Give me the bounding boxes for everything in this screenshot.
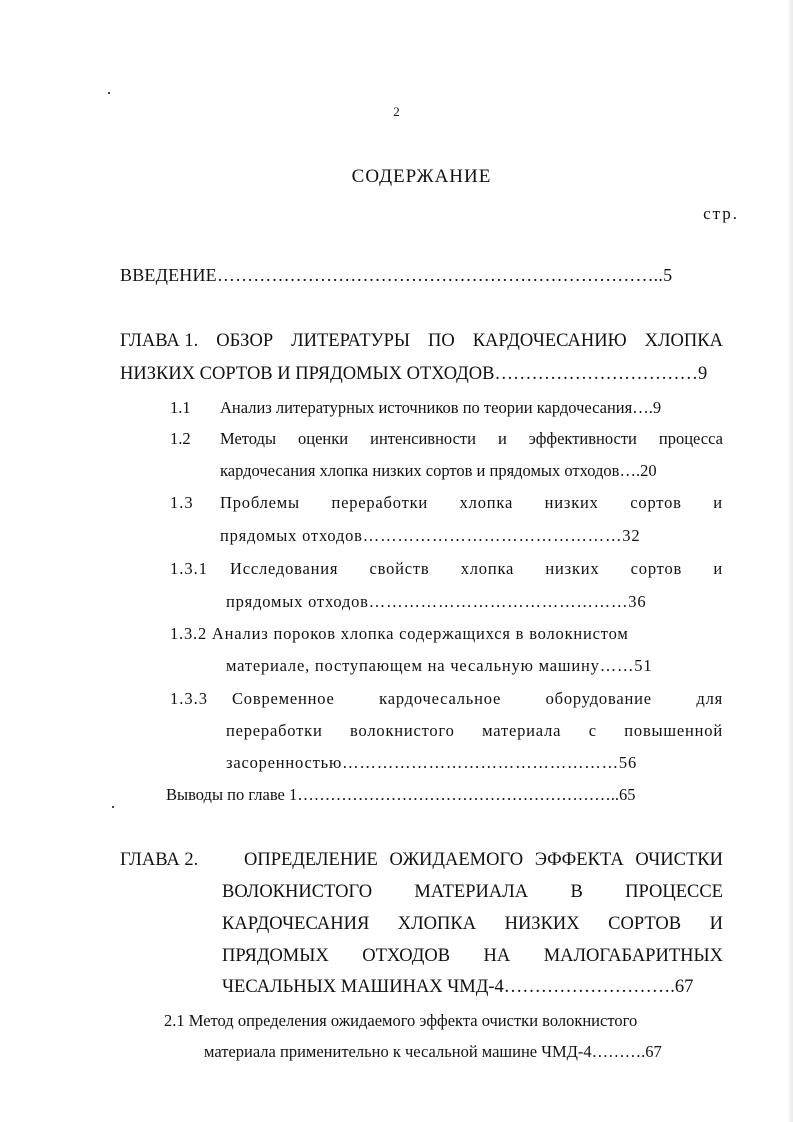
toc-section-1-2-line1[interactable]: Методы оценки интенсивности и эффективности процесса	[220, 429, 723, 448]
scan-speck	[112, 806, 114, 808]
toc-chapter2-heading-line5[interactable]: ЧЕСАЛЬНЫХ МАШИНАХ ЧМД-4……………………….67	[222, 977, 694, 997]
toc-section-number: 1.1	[170, 398, 191, 417]
toc-section-2-1-line2[interactable]: материала применительно к чесальной машине ЧМД-4……….67	[204, 1042, 662, 1061]
toc-section-number: 1.3.3	[170, 689, 208, 708]
page-column-label: стр.	[703, 204, 739, 223]
toc-chapter1-heading-line1[interactable]: ГЛАВА 1. ОБЗОР ЛИТЕРАТУРЫ ПО КАРДОЧЕСАНИЮ ХЛОПКА	[120, 331, 723, 351]
toc-section-1-3-line1[interactable]: Проблемы переработки хлопка низких сортов и	[220, 493, 723, 512]
toc-section-2-1-line1[interactable]: 2.1 Метод определения ожидаемого эффекта очистки волокнистого	[164, 1011, 638, 1030]
toc-chapter2-label: ГЛАВА 2.	[120, 850, 199, 870]
toc-section-1-3-line2[interactable]: прядомых отходов………………………………………32	[220, 526, 641, 545]
toc-section-1-3-2-line1[interactable]: 1.3.2 Анализ пороков хлопка содержащихся в волокнистом	[170, 624, 629, 643]
toc-chapter2-heading-line2[interactable]: ВОЛОКНИСТОГО МАТЕРИАЛА В ПРОЦЕССЕ	[222, 882, 723, 902]
toc-section-number: 1.3.1	[170, 559, 208, 578]
toc-entry-introduction[interactable]: ВВЕДЕНИЕ………………………………………………………………..5	[120, 265, 673, 285]
toc-section-number: 1.3	[170, 493, 194, 512]
toc-chapter2-heading-line3[interactable]: КАРДОЧЕСАНИЯ ХЛОПКА НИЗКИХ СОРТОВ И	[222, 914, 723, 934]
toc-chapter2-heading-line4[interactable]: ПРЯДОМЫХ ОТХОДОВ НА МАЛОГАБАРИТНЫХ	[222, 946, 723, 966]
toc-section-1-3-2-line2[interactable]: материале, поступающем на чесальную машину……51	[226, 656, 653, 675]
toc-section-1-3-3-line2[interactable]: переработки волокнистого материала с повышенной	[226, 721, 723, 740]
toc-chapter1-conclusions[interactable]: Выводы по главе 1…………………………………………………..65	[166, 785, 636, 804]
toc-chapter2-heading-line1[interactable]: ОПРЕДЕЛЕНИЕ ОЖИДАЕМОГО ЭФФЕКТА ОЧИСТКИ	[244, 850, 723, 870]
scan-speck	[108, 92, 110, 94]
toc-section-1-3-3-line1[interactable]: Современное кардочесальное оборудование для	[232, 689, 723, 708]
toc-section-number: 1.2	[170, 429, 191, 448]
toc-section-1-3-1-line1[interactable]: Исследования свойств хлопка низких сортов и	[230, 559, 723, 578]
toc-section-1-3-1-line2[interactable]: прядомых отходов………………………………………36	[226, 592, 647, 611]
toc-section-1-2-line2[interactable]: кардочесания хлопка низких сортов и прядомых отходов….20	[220, 461, 657, 480]
toc-section-1-1[interactable]: Анализ литературных источников по теории кардочесания….9	[220, 398, 662, 417]
toc-section-1-3-3-line3[interactable]: засоренностью…………………………………………56	[226, 753, 637, 772]
page-number: 2	[393, 104, 400, 119]
toc-chapter1-heading-line2[interactable]: НИЗКИХ СОРТОВ И ПРЯДОМЫХ ОТХОДОВ……………………………9	[120, 364, 708, 384]
toc-title: СОДЕРЖАНИЕ	[351, 166, 492, 187]
